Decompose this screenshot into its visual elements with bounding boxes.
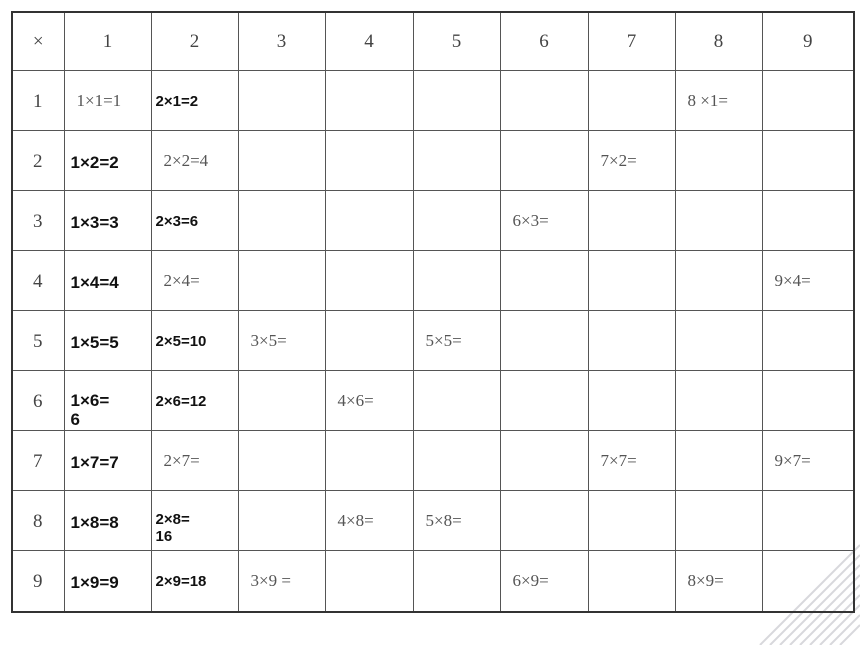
table-cell xyxy=(325,310,413,370)
table-cell xyxy=(762,430,854,490)
table-cell xyxy=(64,490,151,550)
table-cell xyxy=(413,550,500,612)
table-cell xyxy=(675,490,762,550)
handwritten-equation: 1×2=2 xyxy=(70,152,119,172)
table-cell xyxy=(762,370,854,430)
table-cell xyxy=(325,250,413,310)
table-cell xyxy=(762,70,854,130)
column-header-cell xyxy=(675,12,762,70)
handwritten-equation: 2×1=2 xyxy=(155,92,199,110)
table-cell xyxy=(675,430,762,490)
handwritten-equation: 1×5=5 xyxy=(70,332,119,352)
table-cell xyxy=(151,490,238,550)
table-cell xyxy=(325,130,413,190)
row-header-label: 7 xyxy=(33,450,43,472)
table-row xyxy=(12,490,854,550)
printed-equation: 7×7= xyxy=(600,450,637,470)
column-header-label: 3 xyxy=(276,31,287,52)
table-cell xyxy=(238,70,325,130)
handwritten-equation: 2×8= 16 xyxy=(155,510,190,545)
printed-equation: 8 ×1= xyxy=(687,90,728,110)
table-cell xyxy=(413,130,500,190)
column-header-label: 2 xyxy=(189,31,200,52)
table-cell xyxy=(238,430,325,490)
handwritten-equation: 2×6=12 xyxy=(155,392,207,410)
table-cell xyxy=(500,430,588,490)
times-symbol: × xyxy=(32,31,44,52)
table-cell xyxy=(238,130,325,190)
table-cell xyxy=(762,190,854,250)
table-cell xyxy=(675,70,762,130)
table-cell xyxy=(151,310,238,370)
row-header-label: 8 xyxy=(33,510,43,532)
table-cell xyxy=(675,130,762,190)
table-cell xyxy=(238,370,325,430)
printed-equation: 9×4= xyxy=(774,270,811,290)
handwritten-equation: 1×4=4 xyxy=(70,272,119,292)
table-cell xyxy=(413,430,500,490)
table-cell xyxy=(675,310,762,370)
row-header-cell xyxy=(12,250,64,310)
row-header-label: 5 xyxy=(33,330,43,352)
table-cell xyxy=(64,250,151,310)
printed-equation: 3×5= xyxy=(250,330,287,350)
handwritten-equation: 1×6= 6 xyxy=(70,390,110,430)
table-cell xyxy=(151,70,238,130)
table-cell xyxy=(151,130,238,190)
table-cell xyxy=(64,130,151,190)
table-cell xyxy=(762,130,854,190)
column-header-cell xyxy=(762,12,854,70)
table-cell xyxy=(588,70,675,130)
column-header-label: 6 xyxy=(539,31,549,52)
table-cell xyxy=(325,70,413,130)
row-header-cell xyxy=(12,310,64,370)
table-cell xyxy=(64,370,151,430)
table-row xyxy=(12,430,854,490)
printed-equation: 3×9 = xyxy=(250,570,291,590)
table-cell xyxy=(500,310,588,370)
row-header-label: 1 xyxy=(33,90,43,112)
column-header-cell xyxy=(588,12,675,70)
table-cell xyxy=(325,370,413,430)
printed-equation: 6×3= xyxy=(512,210,549,230)
row-header-cell xyxy=(12,430,64,490)
header-row xyxy=(12,12,854,70)
column-header-cell xyxy=(151,12,238,70)
column-header-label: 7 xyxy=(626,31,637,52)
table-cell xyxy=(500,490,588,550)
printed-equation: 9×7= xyxy=(774,450,811,470)
handwritten-equation: 1×9=9 xyxy=(70,572,119,592)
column-header-cell xyxy=(325,12,413,70)
table-cell xyxy=(238,310,325,370)
column-header-label: 5 xyxy=(451,31,462,52)
printed-equation: 2×4= xyxy=(163,270,200,290)
table-cell xyxy=(325,490,413,550)
table-cell xyxy=(762,490,854,550)
table-cell xyxy=(413,370,500,430)
row-header-label: 9 xyxy=(33,570,43,592)
row-header-label: 3 xyxy=(33,210,43,232)
table-cell xyxy=(64,550,151,612)
table-cell xyxy=(500,70,588,130)
handwritten-equation: 1×8=8 xyxy=(70,512,119,532)
table-cell xyxy=(588,370,675,430)
table-cell xyxy=(64,310,151,370)
table-cell xyxy=(588,130,675,190)
printed-equation: 6×9= xyxy=(512,570,549,590)
table-cell xyxy=(238,490,325,550)
printed-equation: 8×9= xyxy=(687,570,724,590)
table-row xyxy=(12,70,854,130)
table-cell xyxy=(325,190,413,250)
handwritten-equation: 1×3=3 xyxy=(70,212,119,232)
table-cell xyxy=(500,130,588,190)
table-cell xyxy=(238,250,325,310)
table-cell xyxy=(500,550,588,612)
table-cell xyxy=(588,490,675,550)
table-cell xyxy=(238,550,325,612)
table-cell xyxy=(500,250,588,310)
table-cell xyxy=(762,310,854,370)
table-cell xyxy=(413,310,500,370)
table-cell xyxy=(413,250,500,310)
row-header-cell xyxy=(12,490,64,550)
table-cell xyxy=(762,550,854,612)
printed-equation: 2×2=4 xyxy=(163,150,209,170)
row-header-label: 4 xyxy=(33,270,43,292)
column-header-cell xyxy=(64,12,151,70)
table-cell xyxy=(413,70,500,130)
table-cell xyxy=(675,370,762,430)
column-header-cell xyxy=(413,12,500,70)
table-cell xyxy=(413,190,500,250)
table-cell xyxy=(500,370,588,430)
table-cell xyxy=(675,250,762,310)
table-cell xyxy=(64,190,151,250)
row-header-cell xyxy=(12,130,64,190)
table-row xyxy=(12,130,854,190)
table-row xyxy=(12,370,854,430)
table-cell xyxy=(151,250,238,310)
table-row xyxy=(12,550,854,612)
table-cell xyxy=(588,550,675,612)
table-cell xyxy=(588,250,675,310)
printed-equation: 5×5= xyxy=(425,330,462,350)
table-cell xyxy=(64,70,151,130)
table-cell xyxy=(64,430,151,490)
table-cell xyxy=(675,190,762,250)
table-row xyxy=(12,250,854,310)
handwritten-equation: 2×9=18 xyxy=(155,572,207,590)
column-header-label: 1 xyxy=(102,31,113,52)
row-header-label: 2 xyxy=(33,150,43,172)
table-cell xyxy=(151,550,238,612)
handwritten-equation: 1×7=7 xyxy=(70,452,119,472)
table-row xyxy=(12,310,854,370)
table-cell xyxy=(500,190,588,250)
table-cell xyxy=(588,310,675,370)
row-header-cell xyxy=(12,70,64,130)
corner-cell xyxy=(12,12,64,70)
printed-equation: 7×2= xyxy=(600,150,637,170)
column-header-label: 8 xyxy=(713,31,724,52)
printed-equation: 4×6= xyxy=(337,390,374,410)
table-cell xyxy=(238,190,325,250)
table-cell xyxy=(151,370,238,430)
column-header-cell xyxy=(500,12,588,70)
column-header-label: 9 xyxy=(803,31,813,52)
printed-equation: 2×7= xyxy=(163,450,200,470)
table-cell xyxy=(325,550,413,612)
table-cell xyxy=(588,430,675,490)
column-header-cell xyxy=(238,12,325,70)
table-cell xyxy=(762,250,854,310)
printed-equation: 4×8= xyxy=(337,510,374,530)
printed-equation: 1×1=1 xyxy=(76,90,122,110)
row-header-cell xyxy=(12,550,64,612)
table-cell xyxy=(675,550,762,612)
table-cell xyxy=(588,190,675,250)
column-header-label: 4 xyxy=(364,31,374,52)
table-cell xyxy=(151,430,238,490)
table-cell xyxy=(413,490,500,550)
handwritten-equation: 2×5=10 xyxy=(155,332,207,350)
table-row xyxy=(12,190,854,250)
multiplication-table xyxy=(11,11,855,613)
handwritten-equation: 2×3=6 xyxy=(155,212,199,230)
table-cell xyxy=(151,190,238,250)
row-header-label: 6 xyxy=(33,390,43,412)
table-cell xyxy=(325,430,413,490)
printed-equation: 5×8= xyxy=(425,510,462,530)
row-header-cell xyxy=(12,190,64,250)
row-header-cell xyxy=(12,370,64,430)
